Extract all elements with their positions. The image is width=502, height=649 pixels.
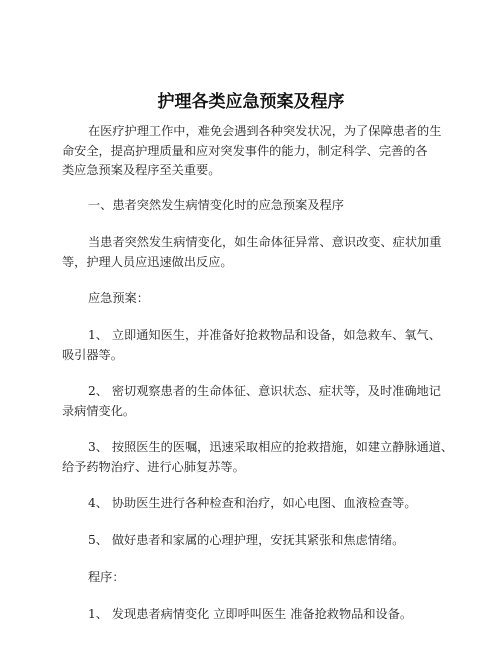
text-line: 等，护理人员应迅速做出反应。 — [62, 254, 233, 269]
text-line: 3、 按照医生的医嘱，迅速采取相应的抢救措施，如建立静脉通道、 — [88, 440, 454, 454]
list-item — [88, 494, 428, 514]
text-line: 给予药物治疗、进行心肺复苏等。 — [62, 459, 245, 474]
page-title: 护理各类应急预案及程序 — [157, 92, 345, 112]
text-line: 当患者突然发生病情变化，如生命体征异常、意识改变、症状加重 — [88, 235, 442, 249]
list-item — [62, 438, 454, 477]
text-line: 4、 协助医生进行各种检查和治疗，如心电图、血液检查等。 — [88, 496, 417, 510]
text-line: 程序： — [88, 570, 125, 584]
text-line: 录病情变化。 — [62, 403, 136, 418]
subheading-procedure — [88, 568, 428, 588]
text-line: 2、 密切观察患者的生命体征、意识状态、症状等，及时准确地记 — [88, 384, 441, 398]
text-line: 在医疗护理工作中，难免会遇到各种突发状况，为了保障患者的生 — [88, 124, 442, 138]
text-line: 应急预案： — [88, 291, 149, 305]
text-line: 一、患者突然发生病情变化时的应急预案及程序 — [88, 198, 344, 212]
list-item — [62, 326, 441, 365]
intro-paragraph — [62, 122, 442, 181]
list-item — [62, 382, 441, 421]
section-paragraph — [62, 233, 442, 272]
text-line: 1、 发现患者病情变化 立即呼叫医生 准备抢救物品和设备。 — [88, 607, 413, 621]
text-line: 吸引器等。 — [62, 347, 123, 362]
list-item — [88, 605, 428, 625]
subheading-plan — [88, 289, 428, 309]
text-line: 类应急预案及程序至关重要。 — [62, 163, 221, 177]
section-heading — [88, 196, 428, 216]
list-item — [88, 531, 428, 551]
text-line: 命安全，提高护理质量和应对突发事件的能力，制定科学、完善的各 — [62, 143, 428, 158]
text-line: 5、 做好患者和家属的心理护理，安抚其紧张和焦虑情绪。 — [88, 533, 405, 547]
text-line: 1、 立即通知医生，并准备好抢救物品和设备，如急救车、氧气、 — [88, 328, 441, 342]
